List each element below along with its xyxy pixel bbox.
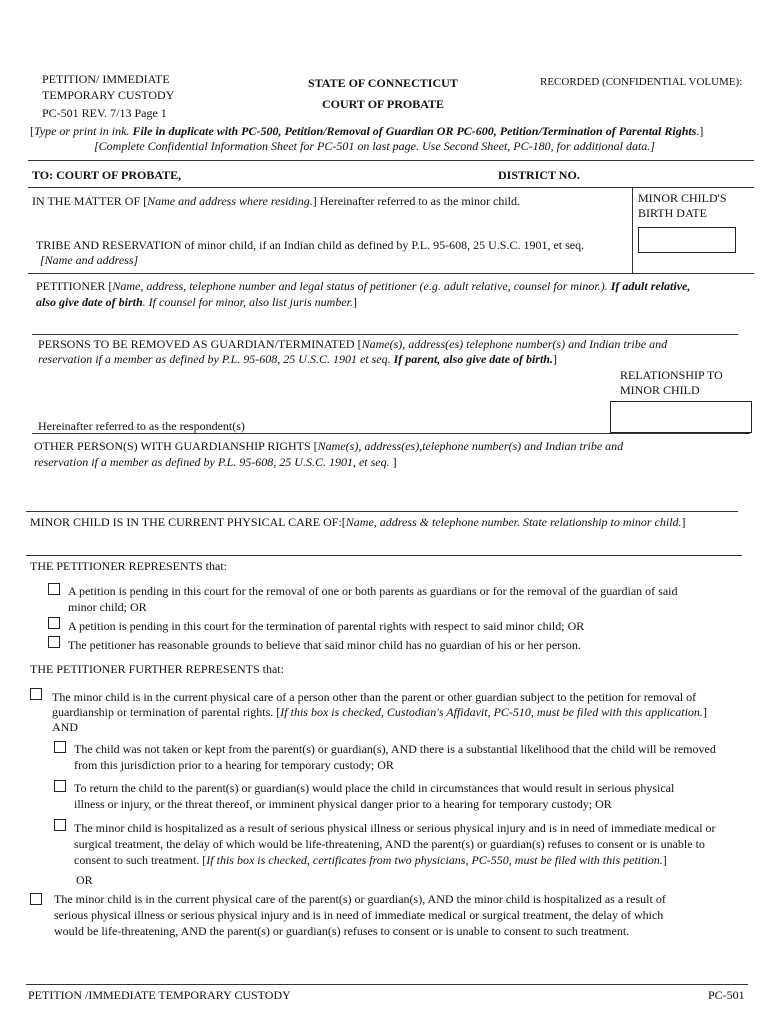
parent-custody-text-3: would be life-threatening, AND the parent(s) or guardian(s) refuses to consent or is unable to consent to such treatment. <box>54 924 630 938</box>
further-represents-heading: THE PETITIONER FURTHER REPRESENTS that: <box>30 662 284 676</box>
footer-title: PETITION /IMMEDIATE TEMPORARY CUSTODY <box>28 988 291 1002</box>
hospitalized-text-2: surgical treatment, the delay of which would be life-threatening, AND the parent(s) or guardian(s) refuses to consent or is unable to <box>74 837 705 851</box>
court-title: COURT OF PROBATE <box>322 97 445 111</box>
danger-checkbox[interactable] <box>54 780 66 792</box>
persons-removed-label-cont: reservation if a member as defined by P.L. 95-608, 25 U.S.C. 1901 et seq. If parent, also give date of birth.] <box>38 352 557 366</box>
state-title: STATE OF CONNECTICUT <box>308 76 458 90</box>
parent-custody-text-2: serious physical illness or serious physical injury and is in need of immediate medical or surgical treatment, the delay of which <box>54 908 664 922</box>
no-guardian-text: The petitioner has reasonable grounds to believe that said minor child has no guardian of his or her person. <box>68 638 581 652</box>
to-court-label: TO: COURT OF PROBATE, <box>32 168 182 182</box>
petitioner-label-cont: also give date of birth. If counsel for minor, also list juris number.] <box>36 295 358 309</box>
petitioner-label: PETITIONER [Name, address, telephone number and legal status of petitioner (e.g. adult relative, counsel for minor.). If adult relative, <box>36 279 691 293</box>
matter-label: IN THE MATTER OF [Name and address where residing.] Hereinafter referred to as the minor child. <box>32 194 520 208</box>
relationship-field[interactable] <box>610 401 752 433</box>
birth-date-label-1: MINOR CHILD'S <box>638 191 727 205</box>
instructions-line1: [Type or print in ink. File in duplicate with PC-500, Petition/Removal of Guardian OR PC-600, Petition/Termination of Parental Rights.] <box>30 124 704 138</box>
form-title-line2: TEMPORARY CUSTODY <box>42 88 175 102</box>
divider <box>28 187 754 188</box>
birth-date-label-2: BIRTH DATE <box>638 206 707 220</box>
danger-text-1: To return the child to the parent(s) or guardian(s) would place the child in circumstances that would result in serious physical <box>74 781 675 795</box>
divider <box>28 160 754 161</box>
divider <box>26 555 742 556</box>
divider <box>32 334 738 335</box>
removal-likelihood-text-2: from this jurisdiction prior to a hearing for temporary custody; OR <box>74 758 394 772</box>
pending-termination-text: A petition is pending in this court for the termination of parental rights with respect to said minor child; OR <box>68 619 585 633</box>
hospitalized-text-3: consent to such treatment. [If this box is checked, certificates from two physicians, PC-550, must be filed with this petition.] <box>74 853 667 867</box>
divider <box>28 273 754 274</box>
birth-date-field[interactable] <box>638 227 736 253</box>
divider <box>26 984 748 985</box>
divider <box>32 433 750 434</box>
footer-form-id: PC-501 <box>708 988 745 1002</box>
persons-removed-label: PERSONS TO BE REMOVED AS GUARDIAN/TERMINATED [Name(s), address(es) telephone number(s) and Indian tribe and <box>38 337 668 351</box>
district-label: DISTRICT NO. <box>498 168 580 182</box>
respondents-label: Hereinafter referred to as the respondent(s) <box>38 419 245 433</box>
removal-likelihood-checkbox[interactable] <box>54 741 66 753</box>
pending-removal-text-2: minor child; OR <box>68 600 147 614</box>
physical-care-label: MINOR CHILD IS IN THE CURRENT PHYSICAL CARE OF:[Name, address & telephone number. State relationship to minor child.] <box>30 515 686 529</box>
recorded-label: RECORDED (CONFIDENTIAL VOLUME): <box>540 76 743 88</box>
pending-termination-checkbox[interactable] <box>48 617 60 629</box>
parent-custody-text-1: The minor child is in the current physical care of the parent(s) or guardian(s), AND the minor child is hospitalized as a result of <box>54 892 666 906</box>
and-label: AND <box>52 720 78 734</box>
other-custodian-text-1: The minor child is in the current physical care of a person other than the parent or other guardian subject to the petition for removal of <box>52 690 697 704</box>
form-title-line1: PETITION/ IMMEDIATE <box>42 72 170 86</box>
no-guardian-checkbox[interactable] <box>48 636 60 648</box>
hospitalized-text-1: The minor child is hospitalized as a result of serious physical illness or serious physical injury and is in need of immediate medical or <box>74 821 716 835</box>
danger-text-2: illness or injury, or the threat thereof, or imminent physical danger prior to a hearing for temporary custody; OR <box>74 797 612 811</box>
tribe-label: TRIBE AND RESERVATION of minor child, if an Indian child as defined by P.L. 95-608, 25 U.S.C. 1901, et seq. <box>36 238 585 252</box>
other-custodian-checkbox[interactable] <box>30 688 42 700</box>
other-custodian-text-2: guardianship or termination of parental rights. [If this box is checked, Custodian's Affidavit, PC-510, must be filed with this application.] <box>52 705 707 719</box>
represents-heading: THE PETITIONER REPRESENTS that: <box>30 559 227 573</box>
hospitalized-checkbox[interactable] <box>54 819 66 831</box>
relationship-label-1: RELATIONSHIP TO <box>620 368 723 382</box>
form-id: PC-501 REV. 7/13 Page 1 <box>42 106 167 120</box>
relationship-label-2: MINOR CHILD <box>620 383 700 397</box>
divider <box>632 187 633 273</box>
removal-likelihood-text-1: The child was not taken or kept from the parent(s) or guardian(s), AND there is a substantial likelihood that the child will be removed <box>74 742 716 756</box>
parent-custody-hospitalized-checkbox[interactable] <box>30 893 42 905</box>
other-persons-label-cont: reservation if a member as defined by P.L. 95-608, 25 U.S.C. 1901, et seq. ] <box>34 455 397 469</box>
pending-removal-checkbox[interactable] <box>48 583 60 595</box>
instructions-line2: [Complete Confidential Information Sheet for PC-501 on last page. Use Second Sheet, PC-180, for additional data.] <box>94 139 655 153</box>
pending-removal-text-1: A petition is pending in this court for the removal of one or both parents as guardians or for the removal of the guardian of said <box>68 584 678 598</box>
tribe-hint: [Name and address] <box>40 253 139 267</box>
other-persons-label: OTHER PERSON(S) WITH GUARDIANSHIP RIGHTS [Name(s), address(es),telephone number(s) and Indian tribe and <box>34 439 624 453</box>
divider <box>26 511 738 512</box>
or-label: OR <box>76 873 93 887</box>
